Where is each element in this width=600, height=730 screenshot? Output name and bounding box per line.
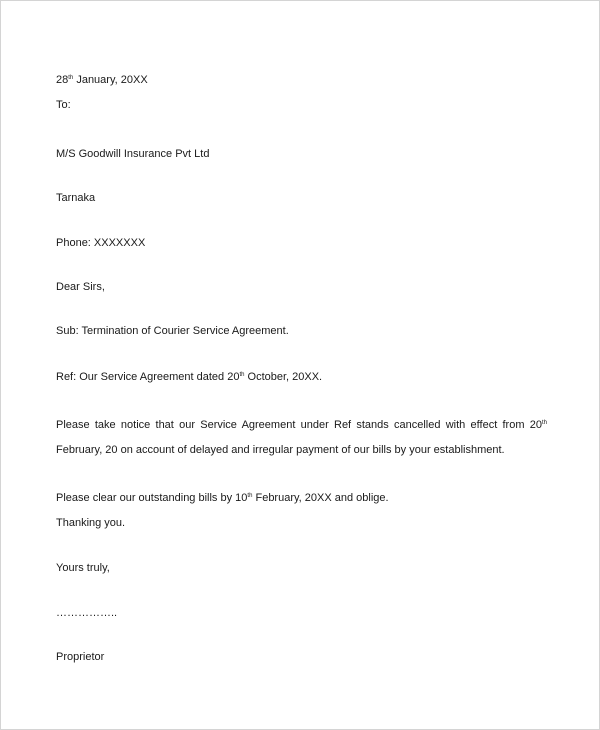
recipient-name: M/S Goodwill Insurance Pvt Ltd (56, 148, 210, 160)
recipient-city: Tarnaka (56, 192, 96, 204)
to-label: To: (56, 99, 71, 111)
body-paragraph-1-line-1: Please take notice that our Service Agreement under Ref stands cancelled with effect from 20th (56, 419, 547, 431)
closing-line: Yours truly, (56, 562, 110, 574)
signature-dots: …………….. (56, 607, 118, 619)
reference-line: Ref: Our Service Agreement dated 20th October, 20XX. (56, 371, 323, 383)
subject-line: Sub: Termination of Courier Service Agreement. (56, 325, 289, 337)
recipient-phone: Phone: XXXXXXX (56, 237, 146, 249)
salutation: Dear Sirs, (56, 281, 105, 293)
body-paragraph-2: Please clear our outstanding bills by 10th February, 20XX and oblige. (56, 492, 389, 504)
thanks-line: Thanking you. (56, 517, 126, 529)
signatory-title: Proprietor (56, 651, 105, 663)
letter-date: 28th January, 20XX (56, 74, 148, 86)
body-paragraph-1-line-2: February, 20 on account of delayed and irregular payment of our bills by your establishment. (56, 444, 505, 456)
